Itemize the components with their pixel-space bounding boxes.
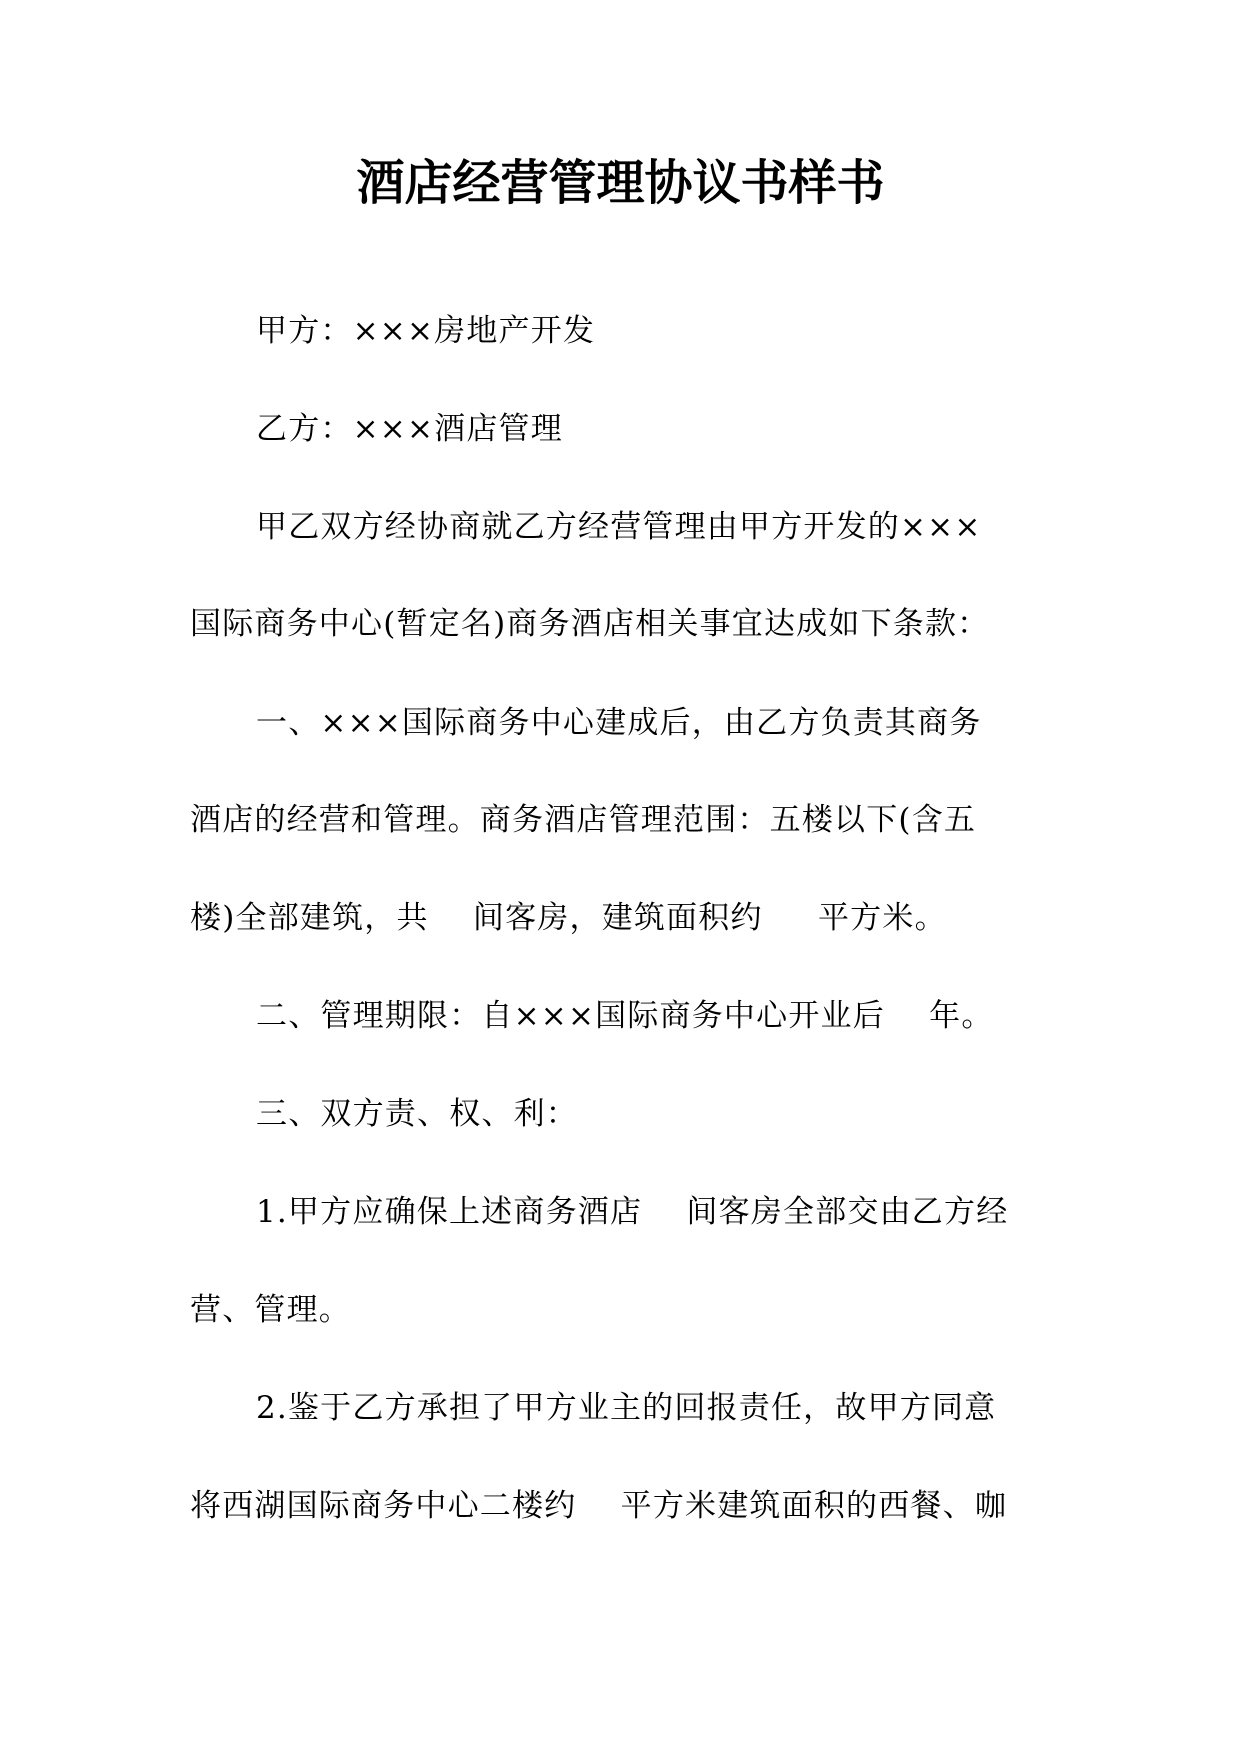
clause-1-line-3: 楼)全部建筑，共 间客房，建筑面积约 平方米。: [190, 900, 947, 936]
preamble-line-1: 甲乙双方经协商就乙方经营管理由甲方开发的×××: [256, 509, 982, 545]
clause-3-item-1-line-1: 1.甲方应确保上述商务酒店 间客房全部交由乙方经: [256, 1194, 1009, 1230]
clause-3-item-2-line-1: 2.鉴于乙方承担了甲方业主的回报责任，故甲方同意: [256, 1390, 997, 1426]
clause-1-line-1: 一、×××国际商务中心建成后，由乙方负责其商务: [256, 705, 982, 741]
clause-3-item-1-line-2: 营、管理。: [190, 1292, 351, 1328]
party-b-line: 乙方：×××酒店管理: [256, 411, 563, 447]
preamble-line-2: 国际商务中心(暂定名)商务酒店相关事宜达成如下条款：: [190, 606, 990, 642]
document-title: 酒店经营管理协议书样书: [356, 155, 885, 211]
clause-3-item-2-line-2: 将西湖国际商务中心二楼约 平方米建筑面积的西餐、咖: [190, 1488, 1008, 1524]
clause-3-heading: 三、双方责、权、利：: [256, 1096, 578, 1132]
clause-1-line-2: 酒店的经营和管理。商务酒店管理范围：五楼以下(含五: [190, 802, 977, 838]
party-a-line: 甲方：×××房地产开发: [256, 313, 596, 349]
clause-2-line: 二、管理期限：自×××国际商务中心开业后 年。: [256, 998, 994, 1034]
